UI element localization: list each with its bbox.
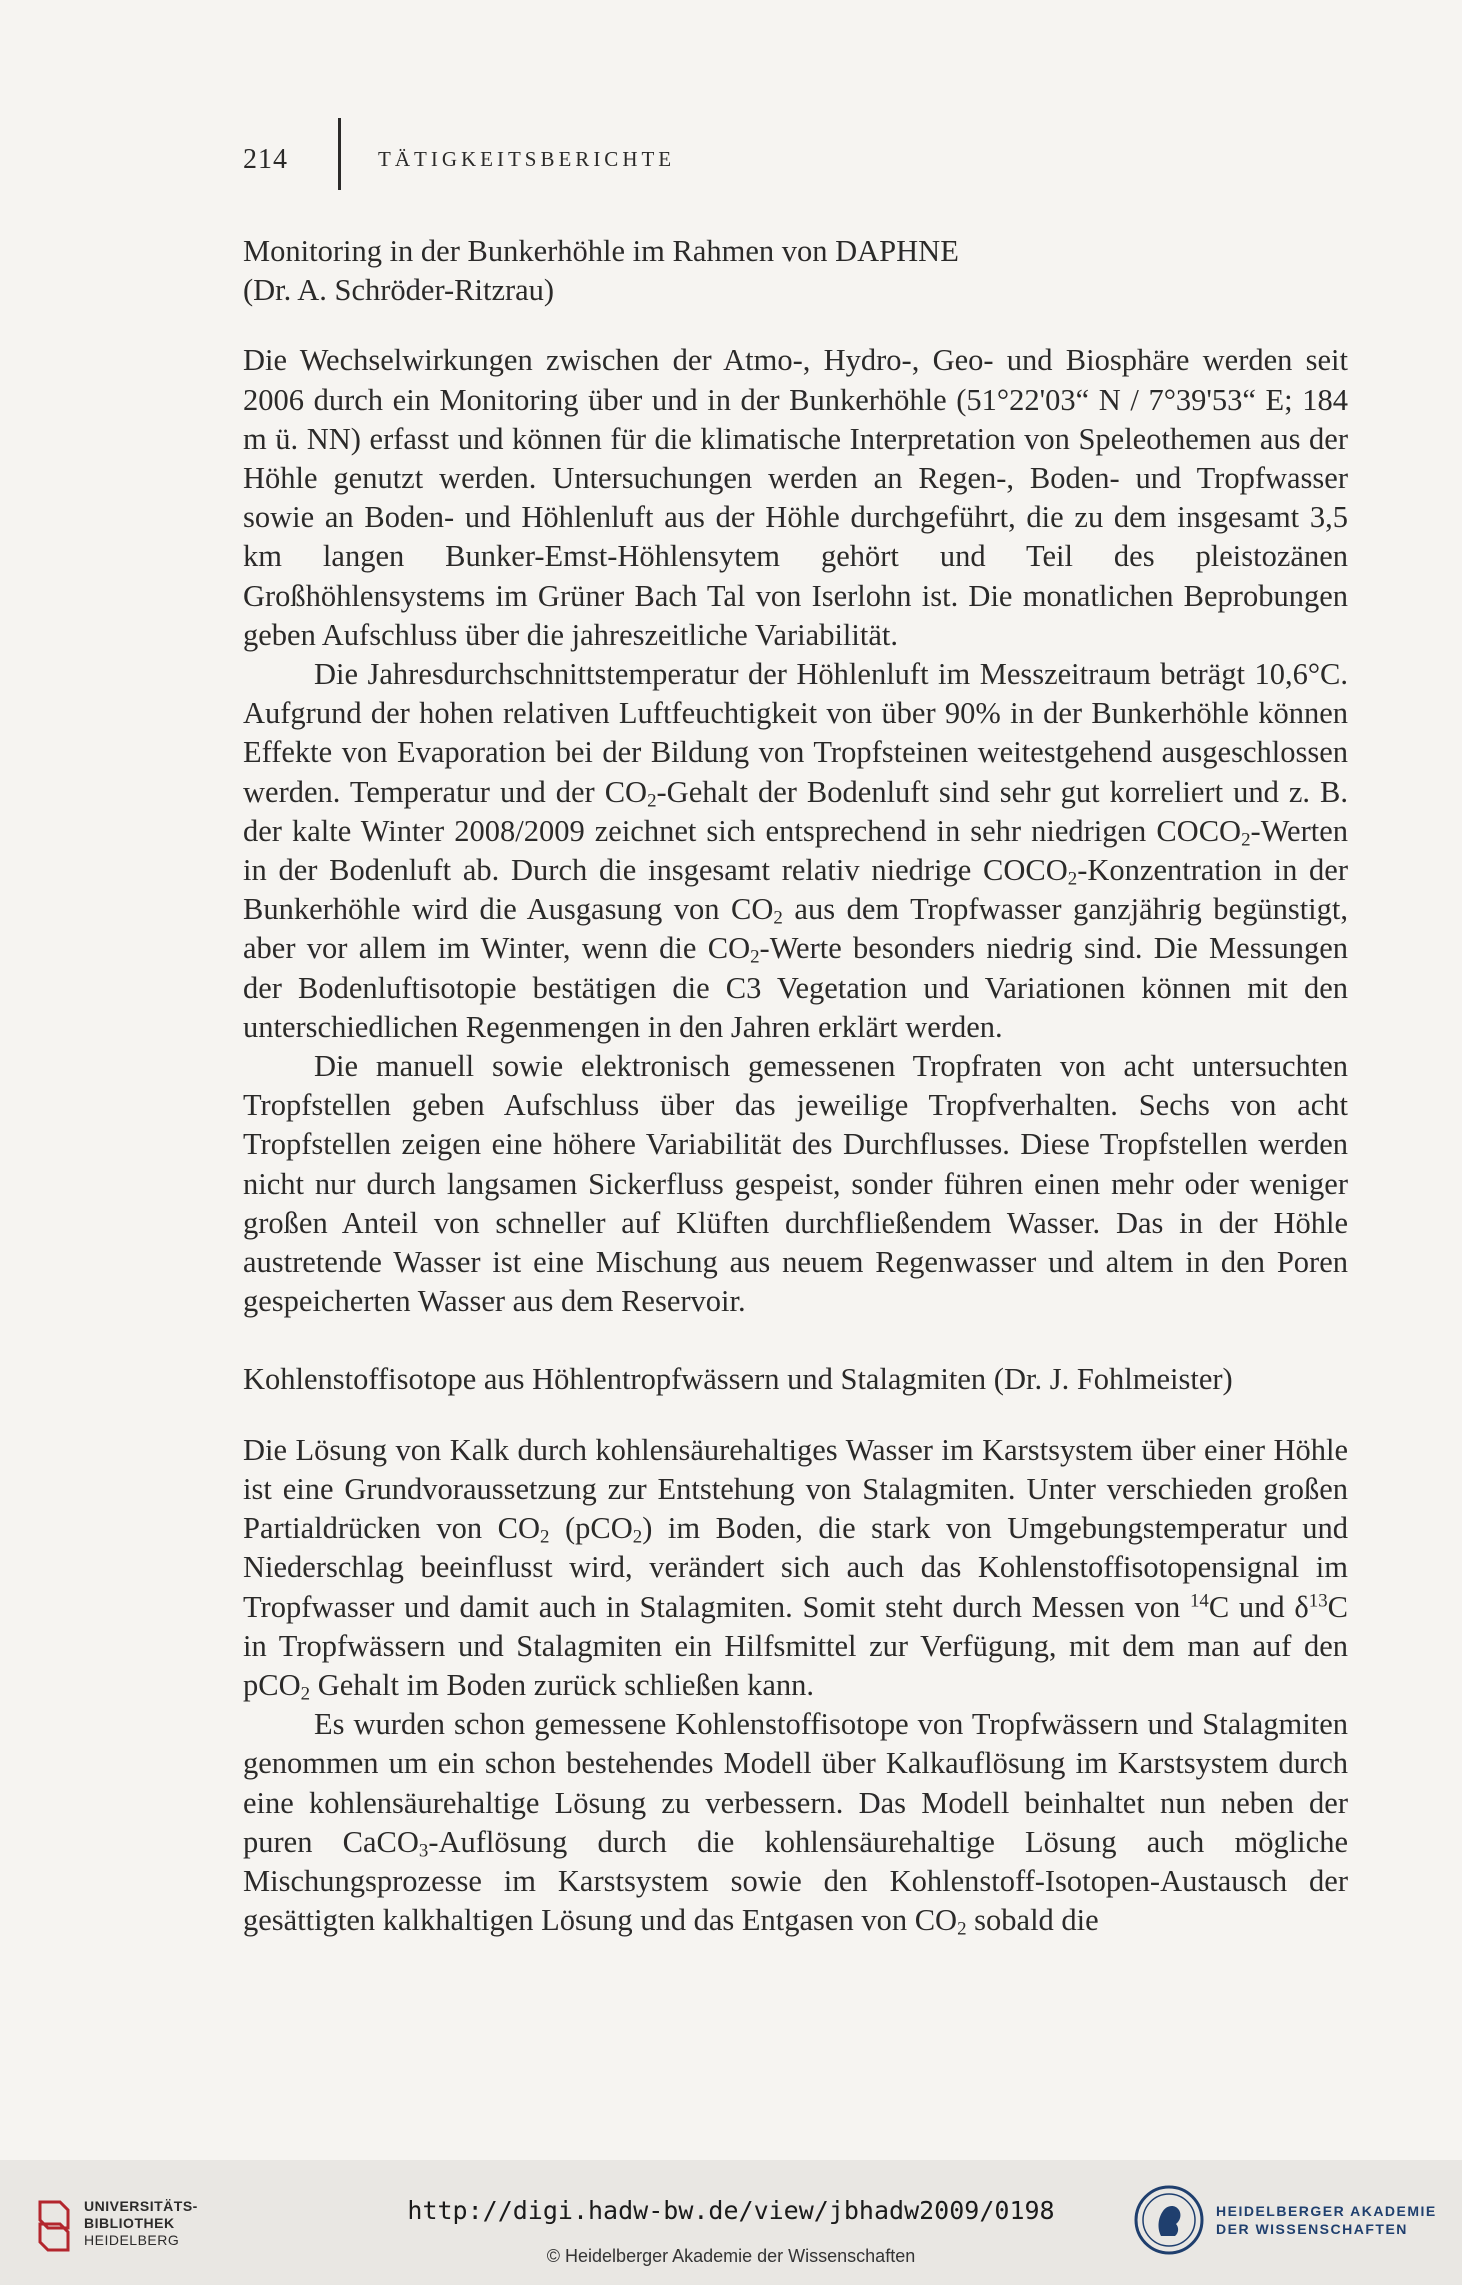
section-title: Kohlenstoffisotope aus Höhlentropfwässern und Stalagmiten (Dr. J. Fohlmeister) <box>243 1362 1233 1397</box>
source-url-link[interactable]: http://digi.hadw-bw.de/view/jbhadw2009/0198 <box>407 2196 1055 2225</box>
digitization-footer <box>0 2160 1462 2285</box>
body-text <box>243 232 1348 1940</box>
paragraph: Die Lösung von Kalk durch kohlensäurehaltiges Wasser im Karstsystem über einer Höhle ist eine Grundvoraussetzung zur Entstehung von Stalagmiten. Unter verschieden großen Partialdrücken von $CO_2$ (pCO$_2$) im Boden, die stark von Umgebungstemperatur und Niederschlag beeinflusst wird, verändert sich auch das Kohlenstoffisotopensignal im Tropfwasser und damit auch in Stalagmiten. Somit steht durch Messen von $^{14}$C und $\delta^{13}C$ in Tropfwässern und Stalagmiten ein Hilfsmittel zur Verfügung, mit dem man auf den pCO$_2$ Gehalt im Boden zurück schließen kann. <box>243 1432 1349 1705</box>
academy-wordmark: HEIDELBERGER AKADEMIE DER WISSENSCHAFTEN <box>1216 2203 1437 2237</box>
section-title: Monitoring in der Bunkerhöhle im Rahmen von DAPHNE <box>243 234 959 268</box>
header-divider <box>338 118 341 190</box>
page-number: 214 <box>243 144 288 175</box>
paragraph: Die manuell sowie elektronisch gemessenen Tropfraten von acht untersuchten Tropfstellen geben Aufschluss über das jeweilige Tropfverhalten. Sechs von acht Tropfstellen zeigen eine höhere Variabilität des Durchflusses. Diese Tropfstellen werden nicht nur durch langsamen Sickerfluss gespeist, sonder führen einen mehr oder weniger großen Anteil von schneller auf Klüften durchfließendem Wasser. Das in der Höhle austretende Wasser ist eine Mischung aus neuem Regenwasser und altem in den Poren gespeicherten Wasser aus dem Reservoir. <box>243 1049 1348 1319</box>
paragraph: Es wurden schon gemessene Kohlenstoffisotope von Tropfwässern und Stalagmiten genommen um ein schon bestehendes Modell über Kalkauflösung im Karstsystem durch eine kohlensäurehaltige Lösung zu verbessern. Das Modell beinhaltet nun neben der puren CaCO$_3$-Auflösung durch die kohlensäurehaltige Lösung auch mögliche Mischungsprozesse im Karstsystem sowie den Kohlenstoff-Isotopen-Austausch der gesättigten kalkhaltigen Lösung und das Entgasen von $CO_2$ sobald die <box>243 1707 1348 1940</box>
ub-heidelberg-wordmark: UNIVERSITÄTS- BIBLIOTHEK HEIDELBERG <box>84 2198 198 2248</box>
section-author: (Dr. A. Schröder-Ritzrau) <box>243 273 555 308</box>
running-head: TÄTIGKEITSBERICHTE <box>378 147 676 171</box>
paragraph: Die Wechselwirkungen zwischen der Atmo-, Hydro-, Geo- und Biosphäre werden seit 2006 durch ein Monitoring über und in der Bunkerhöhle (51°22'03“ N / 7°39'53“ E; 184 m ü. NN) erfasst und können für die klimatische Interpretation von Speleothemen aus der Höhle genutzt werden. Untersuchungen werden an Regen-, Boden- und Tropfwasser sowie an Boden- und Höhlenluft aus der Höhle durchgeführt, die zu dem insgesamt 3,5 km langen Bunker-Emst-Höhlensytem gehört und Teil des pleistozänen Großhöhlensystems im Grüner Bach Tal von Iserlohn ist. Die monatlichen Beprobungen geben Aufschluss über die jahreszeitliche Variabilität. <box>243 343 1348 652</box>
academy-seal-icon <box>1133 2184 1205 2256</box>
paragraph: Die Jahresdurchschnittstemperatur der Höhlenluft im Messzeitraum beträgt 10,6°C. Aufgrund der hohen relativen Luftfeuchtigkeit von über 90% in der Bunkerhöhle können Effekte von Evaporation bei der Bildung von Tropfsteinen weitestgehend ausgeschlossen werden. Temperatur und der $CO_2$-Gehalt der Bodenluft sind sehr gut korreliert und z. B. der kalte Winter 2008/2009 zeichnet sich entsprechend in sehr niedrigen $COCO_2$-Werten in der Bodenluft ab. Durch die insgesamt relativ niedrige $COCO_2$-Konzentration in der Bunkerhöhle wird die Ausgasung von $CO_2$ aus dem Tropfwasser ganzjährig begünstigt, aber vor allem im Winter, wenn die $CO_2$-Werte besonders niedrig sind. Die Messungen der Bodenluftisotopie bestätigen die C3 Vegetation und Variationen können mit den unterschiedlichen Regenmengen in den Jahren erklärt werden. <box>243 657 1349 1044</box>
copyright-notice: © Heidelberger Akademie der Wissenschaften <box>546 2246 916 2266</box>
